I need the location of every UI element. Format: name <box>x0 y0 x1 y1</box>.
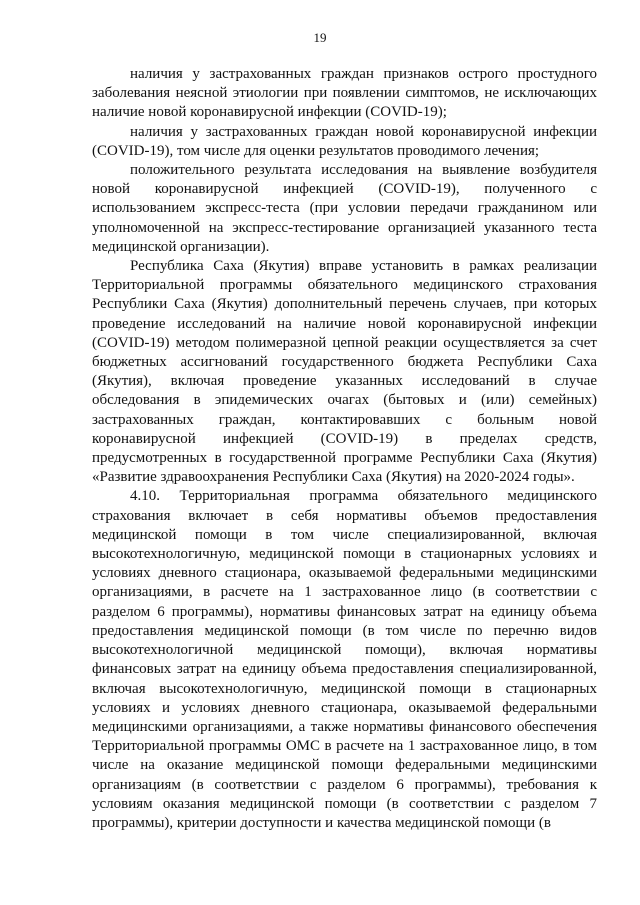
document-body <box>92 65 597 833</box>
paragraph-section-4-10: 4.10. Территориальная программа обязательного медицинского страхования включает в себя нормативы объемов предоставления медицинской помощи в том числе специализированной, включая высокотехнологичную, медицинской помощи в стационарных условиях и условиях дневного стационара, оказываемой федеральными медицинскими организациями, в расчете на 1 застрахованное лицо (в соответствии с разделом 6 программы), нормативы финансовых затрат на единицу объема предоставления медицинской помощи (в том числе по перечню видов высокотехнологичной медицинской помощи), включая нормативы финансовых затрат на единицу объема предоставления специализированной, включая высокотехнологичную, медицинской помощи в стационарных условиях и условиях дневного стационара, оказываемой федеральными медицинскими организациями, а также нормативы финансового обеспечения Территориальной программы ОМС в расчете на 1 застрахованное лицо, в том числе на оказание медицинской помощи федеральными медицинскими организациям (в соответствии с разделом 6 программы), требования к условиям оказания медицинской помощи (в соответствии с разделом 7 программы), критерии доступности и качества медицинской помощи (в <box>92 488 597 831</box>
page-number: 19 <box>313 30 327 45</box>
paragraph-symptoms-condition: наличия у застрахованных граждан признаков острого простудного заболевания неясной этиологии при появлении симптомов, не исключающих наличие новой коронавирусной инфекции (COVID-19); <box>92 66 597 121</box>
paragraph-covid-presence-condition: наличия у застрахованных граждан новой коронавирусной инфекции (COVID-19), том числе для оценки результатов проводимого лечения; <box>92 123 597 159</box>
paragraph-express-test-condition: положительного результата исследования на выявление возбудителя новой коронавирусной инфекцией (COVID-19), полученного с использованием экспресс-теста (при условии передачи гражданином или уполномоченной на экспресс-тестирование организацией указанного теста медицинской организации). <box>92 162 597 255</box>
paragraph-yakutia-additional-cases: Республика Саха (Якутия) вправе установить в рамках реализации Территориальной программы обязательного медицинского страхования Республики Саха (Якутия) дополнительный перечень случаев, при которых проведение исследований на наличие новой коронавирусной инфекции (COVID-19) методом полимеразной цепной реакции осуществляется за счет бюджетных ассигнований государственного бюджета Республики Саха (Якутия), включая проведение указанных исследований в случае обследования в эпидемических очагах (бытовых и (или) семейных) застрахованных граждан, контактировавших с больным новой коронавирусной инфекцией (COVID-19) в пределах средств, предусмотренных в государственной программе Республики Саха (Якутия) «Развитие здравоохранения Республики Саха (Якутия) на 2020-2024 годы». <box>92 258 597 486</box>
